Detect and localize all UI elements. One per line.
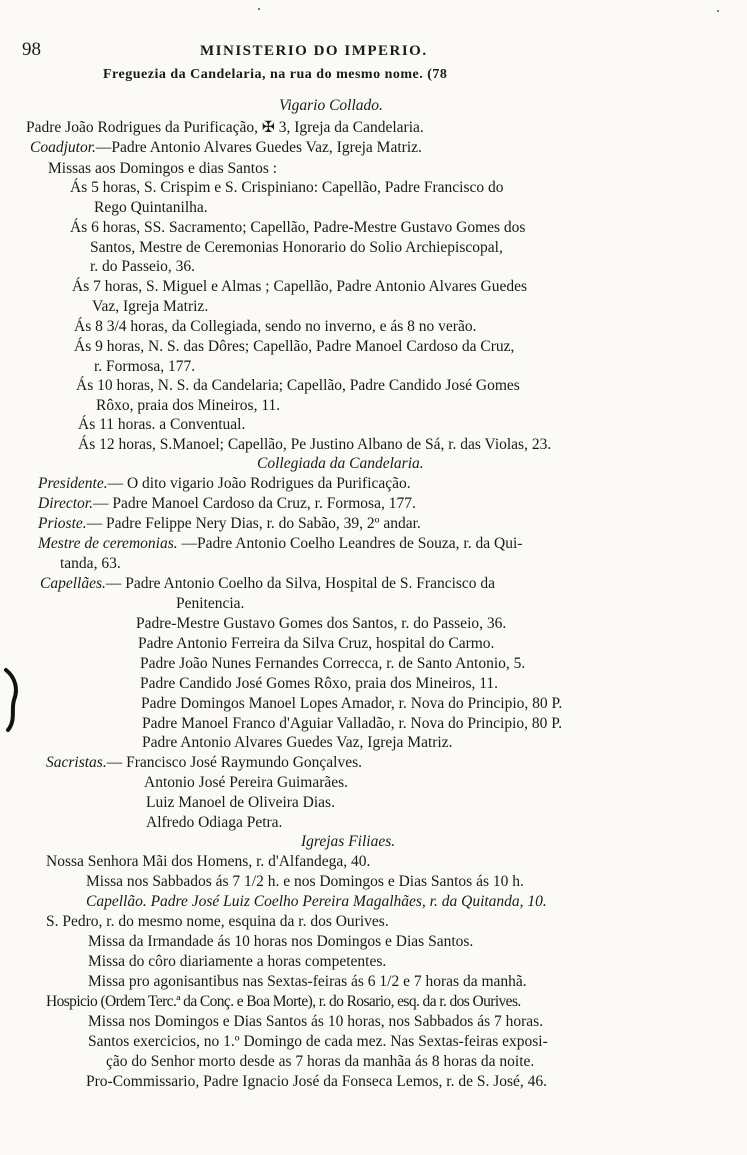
sacrista-name: Antonio José Pereira Guimarães. (144, 774, 349, 791)
capellao-name: Padre Domingos Manoel Lopes Amador, r. Nova do Principio, 80 P. (141, 695, 563, 712)
capellaes-line (40, 574, 495, 594)
director-text: — Padre Manoel Cardoso da Cruz, r. Formosa, 177. (92, 495, 416, 512)
director-label: Director. (38, 495, 93, 512)
mass-entry-line: Rôxo, praia dos Mineiros, 11. (96, 397, 281, 414)
mestre-text: —Padre Antonio Coelho Leandres de Souza, r. da Qui- (181, 535, 523, 552)
mass-entry-line: Ás 7 horas, S. Miguel e Almas ; Capellão, Padre Antonio Alvares Guedes (72, 278, 528, 295)
capellao-name: Padre Antonio Alvares Guedes Vaz, Igreja Matriz. (142, 734, 453, 751)
coadjutor-label: Coadjutor. (30, 139, 96, 156)
mestre-cont: tanda, 63. (60, 555, 121, 572)
capellao-name: Padre Candido José Gomes Rôxo, praia dos Mineiros, 11. (140, 675, 499, 692)
prioste-line (38, 514, 421, 534)
mass-entry-line: Ás 9 horas, N. S. das Dôres; Capellão, Padre Manoel Cardoso da Cruz, (74, 338, 515, 355)
filiaes-line: ção do Senhor morto desde as 7 horas da manhãa ás 8 horas da noite. (106, 1053, 535, 1070)
filiaes-line: Missa nos Domingos e Dias Santos ás 10 horas, nos Sabbados ás 7 horas. (88, 1013, 544, 1030)
masses-intro: Missas aos Domingos e dias Santos : (48, 160, 278, 177)
filiaes-line: Missa nos Sabbados ás 7 1/2 h. e nos Domingos e Dias Santos ás 10 h. (86, 873, 524, 890)
presidente-label: Presidente. (38, 475, 108, 492)
mass-entry-line: Ás 10 horas, N. S. da Candelaria; Capellão, Padre Candido José Gomes (76, 377, 520, 394)
capellao-name: Padre Manoel Franco d'Aguiar Valladão, r. Nova do Principio, 80 P. (142, 715, 563, 732)
mass-entry-line: Ás 11 horas. a Conventual. (78, 416, 246, 433)
ink-speck (717, 10, 719, 12)
collegiada-heading: Collegiada da Candelaria. (257, 455, 424, 472)
coadjutor-text: —Padre Antonio Alvares Guedes Vaz, Igreja Matriz. (95, 139, 422, 156)
sacristas-label: Sacristas. (46, 754, 107, 771)
director-line (38, 494, 416, 514)
sacristas-line (46, 753, 362, 773)
mass-entry-line: Ás 8 3/4 horas, da Collegiada, sendo no inverno, e ás 8 no verão. (74, 318, 477, 335)
filiaes-line: S. Pedro, r. do mesmo nome, esquina da r. dos Ourives. (46, 913, 389, 930)
capellao-name: Padre Antonio Ferreira da Silva Cruz, hospital do Carmo. (138, 635, 495, 652)
sacrista-name: Alfredo Odiaga Petra. (146, 814, 283, 831)
mass-entry-line: Vaz, Igreja Matriz. (92, 298, 209, 315)
filiaes-heading: Igrejas Filiaes. (301, 833, 396, 850)
presidente-line (38, 474, 411, 494)
vicar-heading: Vigario Collado. (279, 97, 383, 114)
capellao-name: Padre-Mestre Gustavo Gomes dos Santos, r. do Passeio, 36. (136, 615, 507, 632)
filiaes-line: Missa da Irmandade ás 10 horas nos Domingos e Dias Santos. (88, 933, 474, 950)
filiaes-line: Missa do côro diariamente a horas competentes. (88, 953, 387, 970)
mass-entry-line: Ás 6 horas, SS. Sacramento; Capellão, Padre-Mestre Gustavo Gomes dos (70, 219, 526, 236)
page-number: 98 (22, 39, 41, 60)
vicar-line: Padre João Rodrigues da Purificação, ✠ 3, Igreja da Candelaria. (26, 119, 424, 136)
prioste-label: Prioste. (38, 515, 87, 532)
filiaes-line: Nossa Senhora Mãi dos Homens, r. d'Alfandega, 40. (46, 853, 371, 870)
ink-speck (258, 8, 260, 10)
mestre-label: Mestre de ceremonias. (38, 535, 178, 552)
mass-entry-line: Rego Quintanilha. (94, 199, 208, 216)
filiaes-line: Missa pro agonisantibus nas Sextas-feiras ás 6 1/2 e 7 horas da manhã. (88, 973, 527, 990)
filiaes-line: Santos exercicios, no 1.º Domingo de cada mez. Nas Sextas-feiras exposi- (88, 1033, 548, 1050)
capellaes-first: — Padre Antonio Coelho da Silva, Hospital de S. Francisco da (105, 575, 496, 592)
mestre-line (38, 534, 522, 554)
capellaes-first-cont: Penitencia. (176, 595, 245, 612)
mass-entry-line: Santos, Mestre de Ceremonias Honorario do Solio Archiepiscopal, (90, 239, 503, 256)
mass-entry-line: r. Formosa, 177. (94, 358, 196, 375)
capellaes-label: Capellães. (40, 575, 106, 592)
mass-entry-line: r. do Passeio, 36. (90, 258, 196, 275)
margin-bracket-mark (2, 668, 20, 732)
parish-heading: Freguezia da Candelaria, na rua do mesmo nome. (78 (103, 67, 448, 82)
filiaes-line: Hospicio (Ordem Terc.ª da Conç. e Boa Morte), r. do Rosario, esq. da r. dos Ourives. (46, 993, 521, 1010)
capellao-name: Padre João Nunes Fernandes Correcca, r. de Santo Antonio, 5. (140, 655, 526, 672)
filiaes-line: Capellão. Padre José Luiz Coelho Pereira Magalhães, r. da Quitanda, 10. (86, 893, 547, 910)
sacrista-name: Luiz Manoel de Oliveira Dias. (146, 794, 335, 811)
mass-entry-line: Ás 12 horas, S.Manoel; Capellão, Pe Justino Albano de Sá, r. das Violas, 23. (78, 436, 552, 453)
mass-entry-line: Ás 5 horas, S. Crispim e S. Crispiniano: Capellão, Padre Francisco do (70, 179, 504, 196)
sacristas-first: — Francisco José Raymundo Gonçalves. (106, 754, 362, 771)
presidente-text: — O dito vigario João Rodrigues da Purificação. (107, 475, 411, 492)
running-head: MINISTERIO DO IMPERIO. (200, 43, 428, 59)
prioste-text: — Padre Felippe Nery Dias, r. do Sabão, 39, 2º andar. (86, 515, 421, 532)
filiaes-line: Pro-Commissario, Padre Ignacio José da Fonseca Lemos, r. de S. José, 46. (86, 1073, 548, 1090)
coadjutor-line (30, 138, 422, 158)
